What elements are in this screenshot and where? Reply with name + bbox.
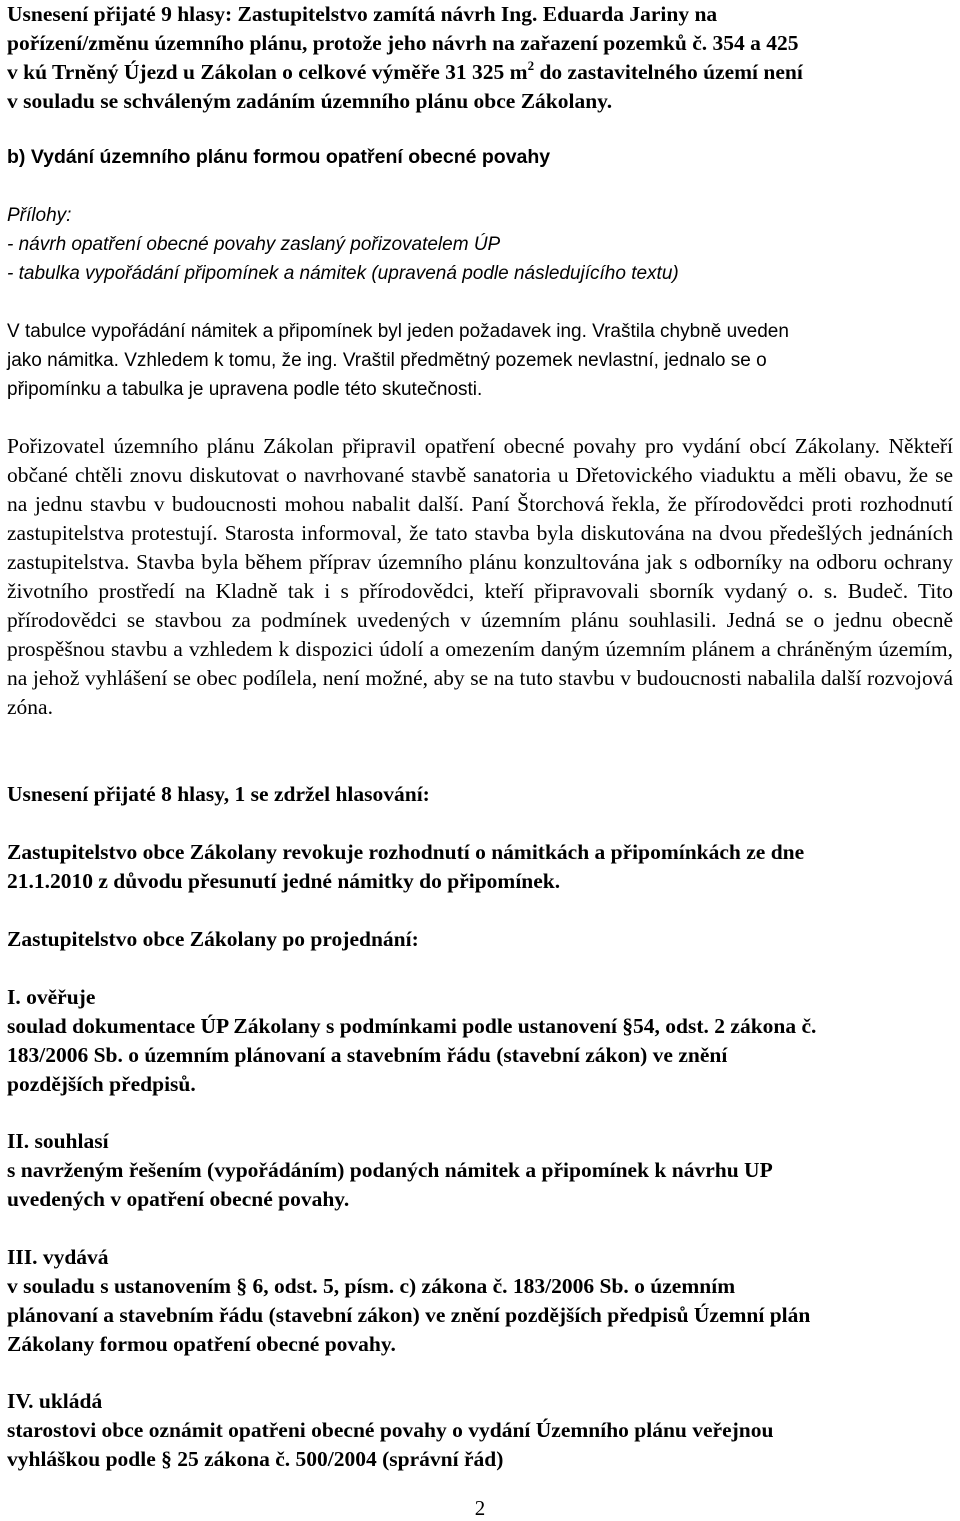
point-line: pozdějších předpisů. <box>7 1072 196 1096</box>
resolution-revocation <box>7 838 804 896</box>
attachments-label: Přílohy: <box>7 205 72 226</box>
point-iv <box>7 1387 773 1474</box>
point-line: 183/2006 Sb. o územním plánovaní a stavebním řádu (stavební zákon) ve znění <box>7 1043 728 1067</box>
point-line: soulad dokumentace ÚP Zákolany s podmínkami podle ustanovení §54, odst. 2 zákona č. <box>7 1014 817 1038</box>
section-heading: b) Vydání územního plánu formou opatření obecné povahy <box>7 146 551 168</box>
point-iii <box>7 1243 810 1359</box>
point-label: IV. ukládá <box>7 1389 103 1413</box>
superscript: 2 <box>527 58 535 73</box>
point-line: v souladu s ustanovením § 6, odst. 5, písm. c) zákona č. 183/2006 Sb. o územním <box>7 1274 736 1298</box>
paragraph-line: připomínku a tabulka je upravena podle této skutečnosti. <box>7 379 483 400</box>
resolution-text: do zastavitelného území není <box>534 60 803 84</box>
resolution-line: Usnesení přijaté 9 hlasy: Zastupitelstvo zamítá návrh Ing. Eduarda Jariny na <box>7 2 718 26</box>
attachments-block <box>7 201 679 288</box>
paragraph-line: jako námitka. Vzhledem k tomu, že ing. Vraštil předmětný pozemek nevlastní, jednalo se o <box>7 350 767 371</box>
point-line: uvedených v opatření obecné povahy. <box>7 1187 350 1211</box>
discussion-paragraph: Pořizovatel územního plánu Zákolan připravil opatření obecné povahy pro vydání obcí Zákolany. Někteří občané chtěli znovu diskutovat o navrhované stavbě sanatoria u Dřetovického viaduktu a měli obavu, že se na jednu stavbu v budoucnosti mohou nabalit další. Paní Štorchová řekla, že přírodovědci proti rozhodnutí zastupitelstva protestují. Starosta informoval, že tato stavba byla diskutována na dvou předešlých jednáních zastupitelstva. Stavba byla během příprav územního plánu konzultována jak s odborníky na odboru ochrany životního prostředí na Kladně tak i s přírodovědci, kteří připravovali sborník vydaný o. s. Budeč. Tito přírodovědci se stavbou za podmínek uvedených v územním plánu souhlasili. Jedná se o jednu obecně prospěšnou stavbu a vzhledem k dispozici údolí a omezením daným územním plánem a chráněným územím, na jehož vyhlášení se obec podílela, není možné, aby se na tuto stavbu v budoucnosti nabalila další rozvojová zóna. <box>7 434 953 719</box>
point-ii <box>7 1127 773 1214</box>
resolution-rejection <box>7 0 953 116</box>
point-label: II. souhlasí <box>7 1129 109 1153</box>
correction-paragraph <box>7 317 789 404</box>
point-line: starostovi obce oznámit opatřeni obecné povahy o vydání Územního plánu veřejnou <box>7 1418 774 1442</box>
attachment-item: - návrh opatření obecné povahy zaslaný pořizovatelem ÚP <box>7 234 501 255</box>
point-line: plánovaní a stavebním řádu (stavební zákon) ve znění pozdějších předpisů Územní plán <box>7 1303 811 1327</box>
attachment-item: - tabulka vypořádání připomínek a námitek (upravená podle následujícího textu) <box>7 263 679 284</box>
paragraph-line: V tabulce vypořádání námitek a připomínek byl jeden požadavek ing. Vraštila chybně uveden <box>7 321 789 342</box>
resolution-line: 21.1.2010 z důvodu přesunutí jedné námitky do připomínek. <box>7 869 561 893</box>
resolution-line: Zastupitelstvo obce Zákolany revokuje rozhodnutí o námitkách a připomínkách ze dne <box>7 840 805 864</box>
point-label: I. ověřuje <box>7 985 96 1009</box>
resolution-text: v kú Trněný Újezd u Zákolan o celkové výměře 31 325 m <box>7 60 528 84</box>
discussion-conclusion-heading: Zastupitelstvo obce Zákolany po projednání: <box>7 927 419 951</box>
resolution-line: pořízení/změnu územního plánu, protože jeho návrh na zařazení pozemků č. 354 a 425 <box>7 31 799 55</box>
resolution-heading: Usnesení přijaté 8 hlasy, 1 se zdržel hlasování: <box>7 782 430 806</box>
point-label: III. vydává <box>7 1245 109 1269</box>
resolution-line: v souladu se schváleným zadáním územního plánu obce Zákolany. <box>7 89 613 113</box>
point-i <box>7 983 816 1099</box>
point-line: s navrženým řešením (vypořádáním) podaných námitek a připomínek k návrhu UP <box>7 1158 773 1182</box>
page-number: 2 <box>474 1496 486 1520</box>
point-line: vyhláškou podle § 25 zákona č. 500/2004 (správní řád) <box>7 1447 504 1471</box>
point-line: Zákolany formou opatření obecné povahy. <box>7 1332 396 1356</box>
resolution-line <box>7 58 953 87</box>
